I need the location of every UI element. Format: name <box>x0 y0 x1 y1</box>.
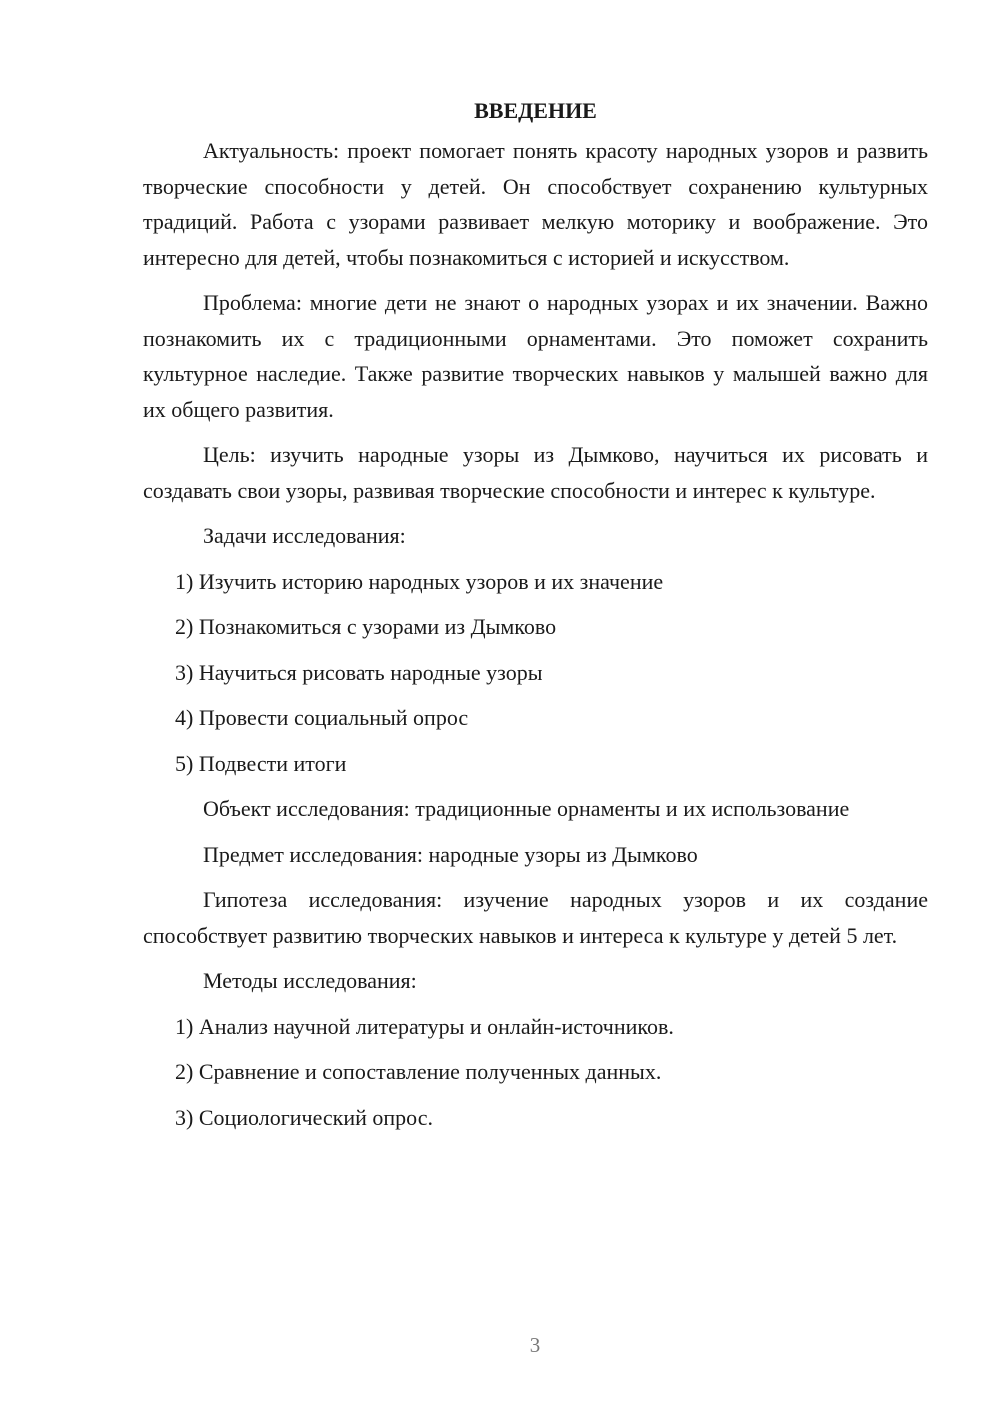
list-item: 2) Сравнение и сопоставление полученных данных. <box>175 1059 662 1084</box>
methods-heading: Методы исследования: <box>203 968 417 993</box>
list-item: 2) Познакомиться с узорами из Дымково <box>175 614 557 639</box>
list-item: 3) Социологический опрос. <box>175 1104 433 1130</box>
list-item: 1) Изучить историю народных узоров и их значение <box>175 568 664 594</box>
goal-paragraph: Цель: изучить народные узоры из Дымково, научиться их рисовать и создавать свои узоры, развивая творческие способности и интерес к культуре. <box>143 442 928 503</box>
tasks-heading: Задачи исследования: <box>203 523 406 548</box>
methods-list <box>143 1009 928 1136</box>
list-item: 3) Научиться рисовать народные узоры <box>175 659 543 685</box>
hypothesis-paragraph: Гипотеза исследования: изучение народных узоров и их создание способствует развитию творческих навыков и интереса к культуре у детей 5 лет. <box>143 887 928 948</box>
relevance-paragraph: Актуальность: проект помогает понять красоту народных узоров и развить творческие способности у детей. Он способствует сохранению культурных традиций. Работа с узорами развивает мелкую моторику и воображение. Это интересно для детей, чтобы познакомиться с историей и искусством. <box>143 138 928 270</box>
tasks-list <box>143 564 928 782</box>
list-item: 1) Анализ научной литературы и онлайн-источников. <box>175 1013 674 1039</box>
section-title: ВВЕДЕНИЕ <box>474 98 597 123</box>
object-paragraph: Объект исследования: традиционные орнаменты и их использование <box>203 796 850 821</box>
subject-paragraph: Предмет исследования: народные узоры из Дымково <box>203 841 698 867</box>
list-item: 5) Подвести итоги <box>175 750 347 776</box>
page-number: 3 <box>529 1333 541 1357</box>
page-content <box>143 95 928 1145</box>
problem-paragraph: Проблема: многие дети не знают о народных узорах и их значении. Важно познакомить их с традиционными орнаментами. Это поможет сохранить культурное наследие. Также развитие творческих навыков у малышей важно для их общего развития. <box>143 290 928 422</box>
list-item: 4) Провести социальный опрос <box>175 705 469 730</box>
